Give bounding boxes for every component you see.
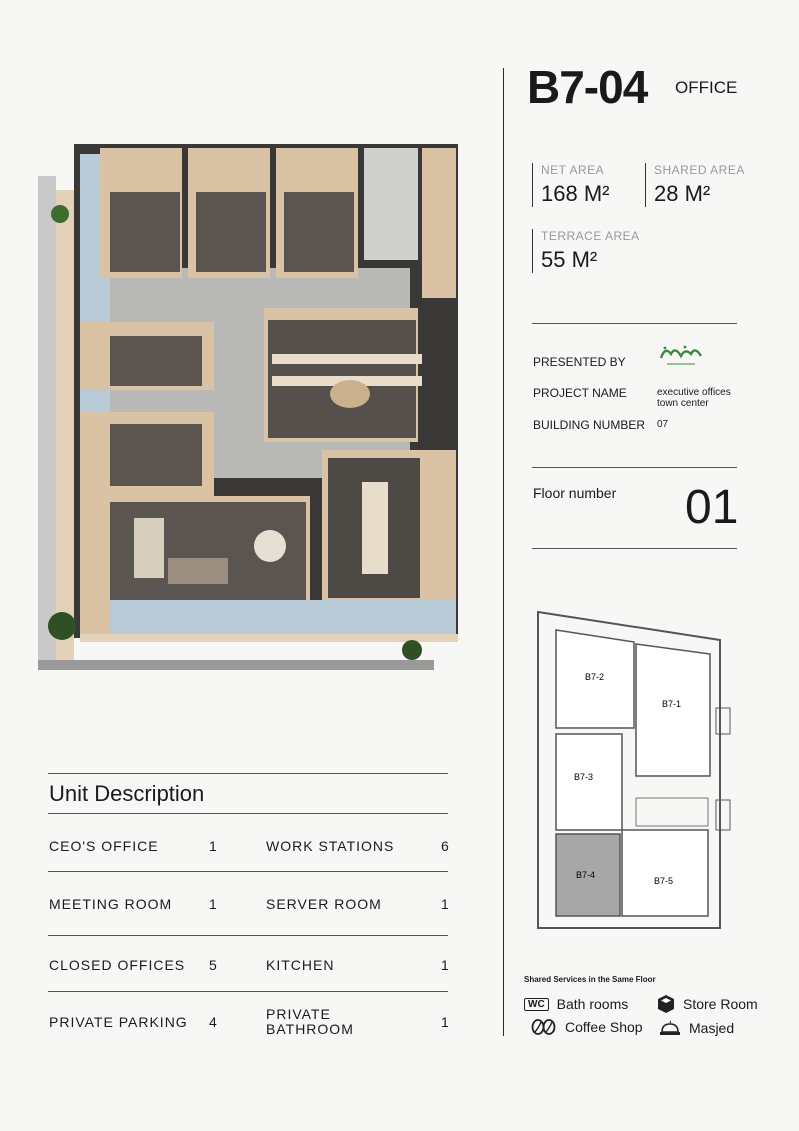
divider: [48, 991, 448, 992]
key-plan-label-b7-3: B7-3: [574, 772, 594, 782]
project-name-value: [657, 387, 731, 409]
kitchen-count: 1: [441, 957, 449, 973]
private-parking-count: 4: [209, 1014, 217, 1030]
wc-icon: WC: [524, 998, 549, 1011]
divider: [48, 813, 448, 814]
private-bathroom-line-1: PRIVATE: [266, 1006, 331, 1022]
coffee-beans-icon: [531, 1019, 557, 1035]
service-bath-rooms-label: Bath rooms: [556, 996, 629, 1012]
project-name-line-2: town center: [657, 398, 709, 409]
key-plan-label-b7-1: B7-1: [662, 699, 682, 709]
closed-offices-count: 5: [209, 957, 217, 973]
terrace-area: [532, 229, 640, 273]
service-bath-rooms: [524, 996, 628, 1012]
service-coffee-shop-label: Coffee Shop: [565, 1019, 643, 1035]
store-room-icon: [657, 994, 675, 1014]
stairs: [716, 800, 730, 830]
office-2-floor: [196, 192, 266, 272]
server-room-label: SERVER ROOM: [266, 896, 382, 912]
floor-number-value: 01: [685, 481, 739, 534]
developer-logo: [655, 342, 707, 370]
service-store-room: [657, 994, 758, 1014]
kitchen-label: KITCHEN: [266, 957, 335, 973]
shared-services-title: Shared Services in the Same Floor: [524, 975, 656, 984]
floor-plan-render: [38, 140, 462, 670]
ceo-desk: [134, 518, 164, 578]
closed-offices-label: CLOSED OFFICES: [49, 957, 186, 973]
unit-description-title: Unit Description: [49, 781, 205, 806]
divider: [532, 548, 737, 549]
private-parking-label: PRIVATE PARKING: [49, 1014, 188, 1030]
building-number-value: 07: [657, 419, 669, 430]
office-1-floor: [110, 192, 180, 272]
plant: [48, 612, 76, 640]
floor-number-label: Floor number: [533, 485, 617, 501]
service-coffee-shop: [531, 1019, 643, 1035]
private-bathroom-label: [266, 1007, 354, 1037]
server-room: [364, 148, 418, 260]
desk-row: [272, 354, 422, 364]
sofa: [168, 558, 228, 584]
key-plan-label-b7-2: B7-2: [585, 672, 605, 682]
divider: [532, 323, 737, 324]
office-3-floor: [284, 192, 354, 272]
meeting-room-label: MEETING ROOM: [49, 896, 173, 912]
office-5-floor: [110, 424, 202, 486]
project-name-label: PROJECT NAME: [533, 386, 627, 400]
shared-area-value: 28 M²: [654, 181, 711, 206]
building-number-label: BUILDING NUMBER: [533, 418, 646, 432]
unit-type: OFFICE: [675, 78, 738, 97]
shared-area: [645, 163, 745, 207]
net-area: [532, 163, 609, 207]
divider: [532, 467, 737, 468]
terrace-area-value: 55 M²: [541, 247, 598, 272]
key-plan: [530, 608, 740, 930]
kitchen: [422, 148, 456, 298]
lounge-table: [330, 380, 370, 408]
vertical-divider: [503, 68, 504, 1036]
plant: [51, 205, 69, 223]
work-stations-label: WORK STATIONS: [266, 838, 395, 854]
key-plan-label-b7-5: B7-5: [654, 876, 674, 886]
shared-core: [636, 798, 708, 826]
office-4-floor: [110, 336, 202, 386]
unit-b7-5-shape: [622, 830, 708, 916]
terrace-base: [38, 660, 434, 670]
net-area-value: 168 M²: [541, 181, 610, 206]
threshold: [80, 634, 458, 642]
mosque-icon: [659, 1019, 681, 1037]
terrace-edge: [38, 176, 56, 666]
service-masjed-label: Masjed: [689, 1020, 735, 1036]
unit-b7-3-shape: [556, 734, 622, 830]
glass-bottom: [110, 600, 456, 636]
divider: [48, 773, 448, 774]
work-stations-count: 6: [441, 838, 449, 854]
unit-code: B7-04: [527, 61, 648, 113]
stairs: [716, 708, 730, 734]
ceo-office-count: 1: [209, 838, 217, 854]
net-area-label: NET AREA: [541, 163, 605, 177]
presented-by-label: PRESENTED BY: [533, 355, 626, 369]
private-bathroom-count: 1: [441, 1014, 449, 1030]
unit-b7-1-shape: [636, 644, 710, 776]
service-masjed: [659, 1019, 734, 1037]
terrace-deck: [56, 190, 74, 660]
meeting-table: [362, 482, 388, 574]
meeting-room-count: 1: [209, 896, 217, 912]
project-name-line-1: executive offices: [657, 387, 731, 398]
plant: [402, 640, 422, 660]
ceo-office-label: CEO'S OFFICE: [49, 838, 159, 854]
terrace-area-label: TERRACE AREA: [541, 229, 640, 243]
key-plan-label-b7-4: B7-4: [576, 870, 596, 880]
service-store-room-label: Store Room: [683, 996, 758, 1012]
round-table: [254, 530, 286, 562]
private-bathroom-line-2: BATHROOM: [266, 1021, 354, 1037]
divider: [48, 935, 448, 936]
server-room-count: 1: [441, 896, 449, 912]
shared-area-label: SHARED AREA: [654, 163, 745, 177]
divider: [48, 871, 448, 872]
